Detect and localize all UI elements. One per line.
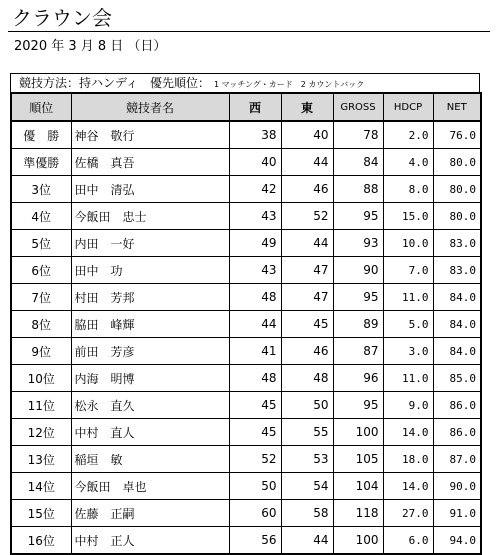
net-score-cell: 85.0 [433,365,481,392]
hdcp-cell: 11.0 [383,284,433,311]
player-name-cell: 前田 芳彦 [71,338,229,365]
hdcp-cell: 3.0 [383,338,433,365]
player-name-cell: 松永 直久 [71,392,229,419]
gross-score-cell: 100 [333,527,383,555]
rank-cell: 13位 [11,446,71,473]
gross-score-cell: 104 [333,473,383,500]
gross-score-cell: 95 [333,203,383,230]
table-row [11,149,481,176]
hdcp-cell: 14.0 [383,419,433,446]
east-score-cell: 58 [281,500,333,527]
hdcp-cell: 6.0 [383,527,433,555]
gross-score-cell: 90 [333,257,383,284]
player-name-cell: 稲垣 敏 [71,446,229,473]
net-score-cell: 80.0 [433,149,481,176]
header-player-name: 競技者名 [71,93,229,121]
player-name-cell: 田中 功 [71,257,229,284]
gross-score-cell: 95 [333,284,383,311]
east-score-cell: 46 [281,338,333,365]
table-row [11,365,481,392]
results-body [11,121,481,554]
gross-score-cell: 93 [333,230,383,257]
net-score-cell: 86.0 [433,392,481,419]
west-score-cell: 45 [229,419,281,446]
rank-cell: 9位 [11,338,71,365]
results-table [10,92,482,555]
rank-cell: 11位 [11,392,71,419]
rank-cell: 5位 [11,230,71,257]
rank-cell: 15位 [11,500,71,527]
hdcp-cell: 7.0 [383,257,433,284]
gross-score-cell: 100 [333,419,383,446]
hdcp-cell: 11.0 [383,365,433,392]
net-score-cell: 80.0 [433,203,481,230]
hdcp-cell: 15.0 [383,203,433,230]
rank-cell: 12位 [11,419,71,446]
west-score-cell: 44 [229,311,281,338]
net-score-cell: 94.0 [433,527,481,555]
method-text: 競技方法：持ハンディ 優先順位： [19,76,211,90]
hdcp-cell: 9.0 [383,392,433,419]
net-score-cell: 84.0 [433,338,481,365]
rank-cell: 10位 [11,365,71,392]
east-score-cell: 44 [281,230,333,257]
east-score-cell: 45 [281,311,333,338]
player-name-cell: 内海 明博 [71,365,229,392]
gross-score-cell: 118 [333,500,383,527]
west-score-cell: 43 [229,257,281,284]
east-score-cell: 47 [281,284,333,311]
rank-cell: 14位 [11,473,71,500]
west-score-cell: 42 [229,176,281,203]
header-west: 西 [229,93,281,121]
table-row [11,311,481,338]
east-score-cell: 46 [281,176,333,203]
player-name-cell: 内田 一好 [71,230,229,257]
table-row [11,176,481,203]
hdcp-cell: 5.0 [383,311,433,338]
table-row [11,230,481,257]
gross-score-cell: 87 [333,338,383,365]
east-score-cell: 44 [281,149,333,176]
east-score-cell: 48 [281,365,333,392]
player-name-cell: 中村 直人 [71,419,229,446]
west-score-cell: 40 [229,149,281,176]
west-score-cell: 52 [229,446,281,473]
header-hdcp: HDCP [383,93,433,121]
player-name-cell: 佐橋 真吾 [71,149,229,176]
west-score-cell: 41 [229,338,281,365]
rank-cell: 16位 [11,527,71,555]
table-row [11,121,481,149]
competition-method [10,73,480,92]
hdcp-cell: 10.0 [383,230,433,257]
gross-score-cell: 96 [333,365,383,392]
net-score-cell: 83.0 [433,230,481,257]
page-title: クラウン会 [12,6,112,30]
net-score-cell: 91.0 [433,500,481,527]
east-score-cell: 40 [281,121,333,149]
player-name-cell: 中村 正人 [71,527,229,555]
net-score-cell: 80.0 [433,176,481,203]
table-row [11,257,481,284]
rank-cell: 準優勝 [11,149,71,176]
west-score-cell: 49 [229,230,281,257]
title-underline [8,31,490,32]
player-name-cell: 今飯田 卓也 [71,473,229,500]
table-row [11,338,481,365]
player-name-cell: 佐藤 正嗣 [71,500,229,527]
east-score-cell: 55 [281,419,333,446]
table-row [11,392,481,419]
net-score-cell: 90.0 [433,473,481,500]
header-rank: 順位 [11,93,71,121]
rank-cell: 8位 [11,311,71,338]
hdcp-cell: 18.0 [383,446,433,473]
table-row [11,419,481,446]
hdcp-cell: 14.0 [383,473,433,500]
table-header-row [11,93,481,121]
priority-text: 1 マッチング・カード 2 カウントバック [214,80,365,89]
table-row [11,473,481,500]
east-score-cell: 47 [281,257,333,284]
rank-cell: 7位 [11,284,71,311]
player-name-cell: 村田 芳邦 [71,284,229,311]
net-score-cell: 86.0 [433,419,481,446]
east-score-cell: 53 [281,446,333,473]
west-score-cell: 45 [229,392,281,419]
east-score-cell: 52 [281,203,333,230]
hdcp-cell: 27.0 [383,500,433,527]
event-date: 2020 年 3 月 8 日 （日） [14,39,167,54]
hdcp-cell: 8.0 [383,176,433,203]
gross-score-cell: 88 [333,176,383,203]
hdcp-cell: 4.0 [383,149,433,176]
player-name-cell: 脇田 峰輝 [71,311,229,338]
east-score-cell: 44 [281,527,333,555]
net-score-cell: 84.0 [433,284,481,311]
gross-score-cell: 105 [333,446,383,473]
player-name-cell: 田中 清弘 [71,176,229,203]
table-row [11,500,481,527]
header-net: NET [433,93,481,121]
east-score-cell: 54 [281,473,333,500]
west-score-cell: 48 [229,284,281,311]
west-score-cell: 38 [229,121,281,149]
gross-score-cell: 78 [333,121,383,149]
rank-cell: 優 勝 [11,121,71,149]
net-score-cell: 76.0 [433,121,481,149]
rank-cell: 3位 [11,176,71,203]
west-score-cell: 56 [229,527,281,555]
gross-score-cell: 95 [333,392,383,419]
net-score-cell: 83.0 [433,257,481,284]
west-score-cell: 43 [229,203,281,230]
west-score-cell: 60 [229,500,281,527]
rank-cell: 4位 [11,203,71,230]
table-row [11,284,481,311]
rank-cell: 6位 [11,257,71,284]
player-name-cell: 神谷 敬行 [71,121,229,149]
table-row [11,527,481,555]
header-gross: GROSS [333,93,383,121]
player-name-cell: 今飯田 忠士 [71,203,229,230]
net-score-cell: 87.0 [433,446,481,473]
west-score-cell: 50 [229,473,281,500]
hdcp-cell: 2.0 [383,121,433,149]
gross-score-cell: 84 [333,149,383,176]
east-score-cell: 50 [281,392,333,419]
table-row [11,203,481,230]
net-score-cell: 84.0 [433,311,481,338]
gross-score-cell: 89 [333,311,383,338]
table-row [11,446,481,473]
west-score-cell: 48 [229,365,281,392]
header-east: 東 [281,93,333,121]
